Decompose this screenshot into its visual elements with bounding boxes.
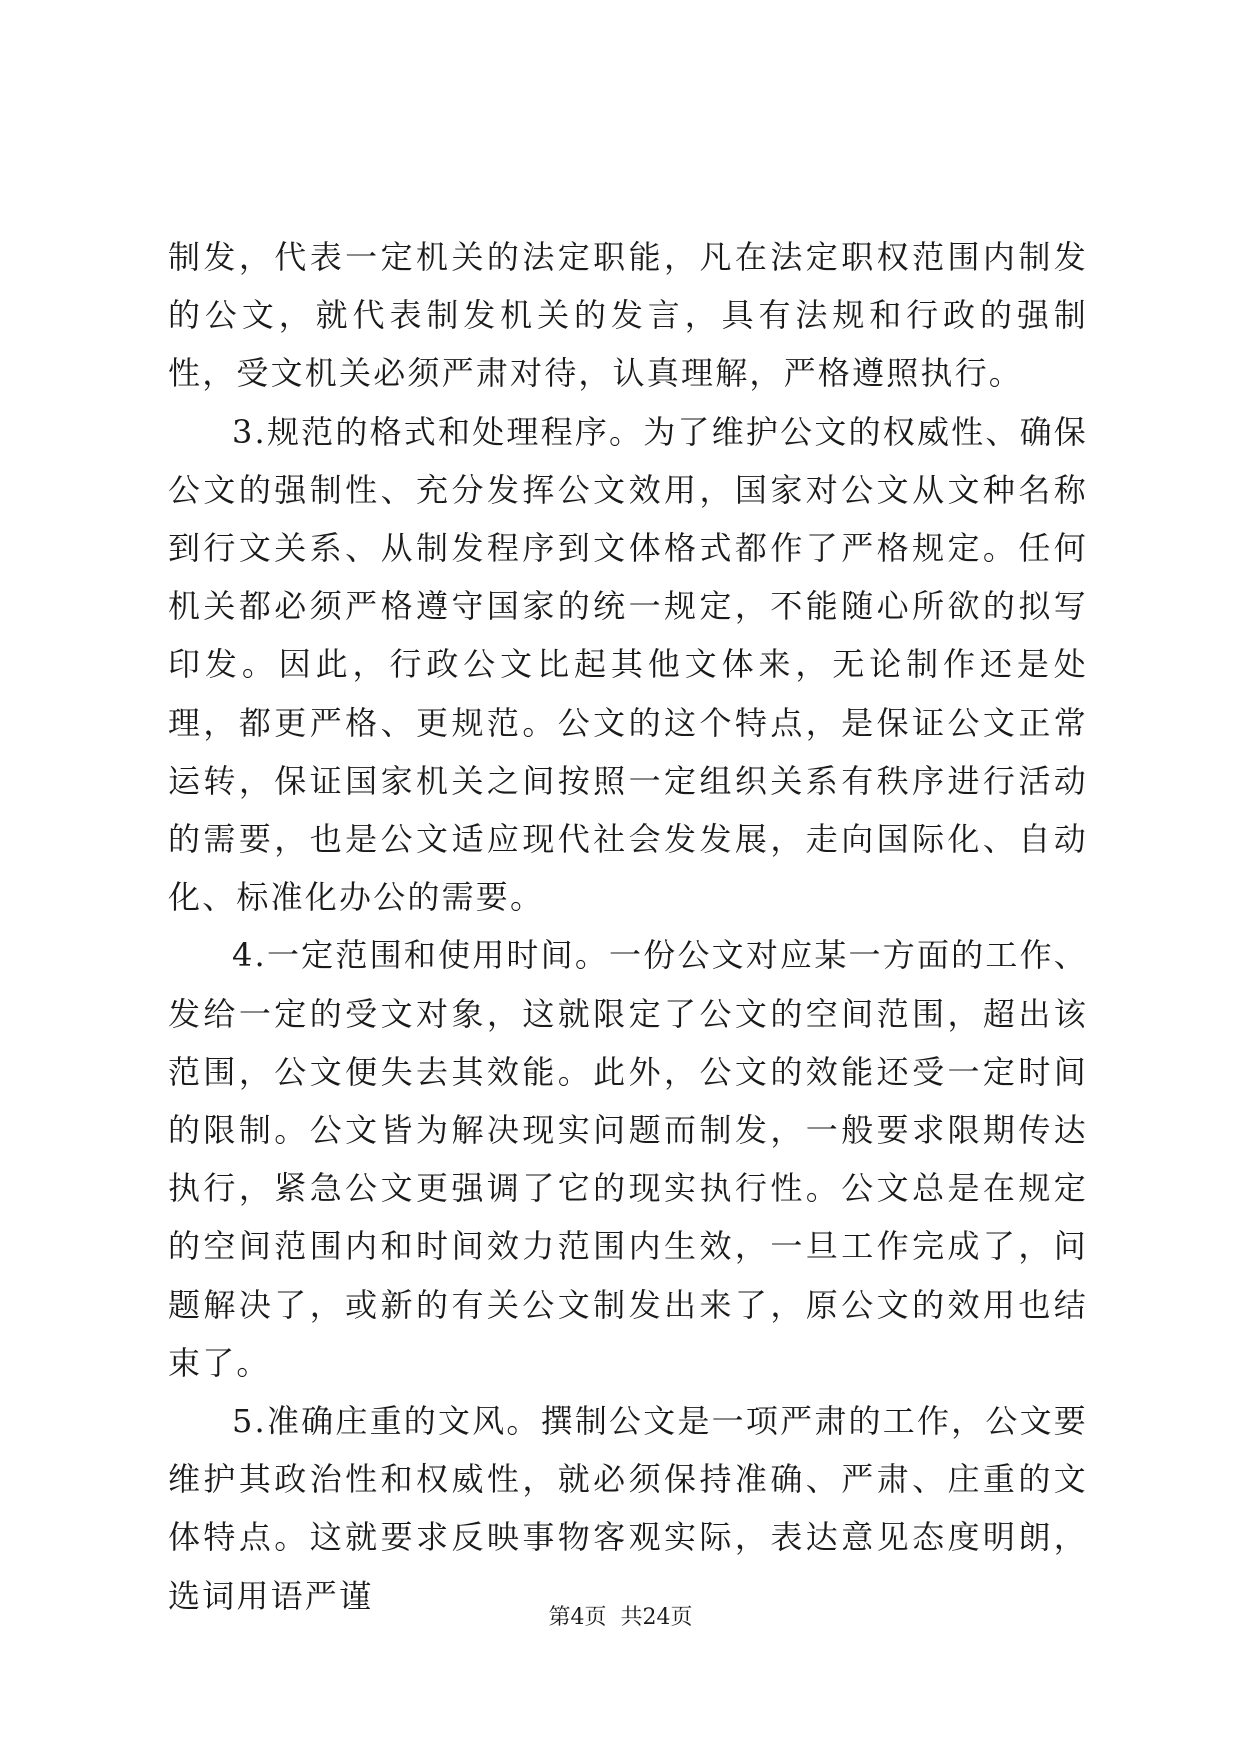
document-body (168, 228, 1088, 1625)
page-number-label: 第4页 共24页 (548, 1605, 693, 1630)
paragraph-1: 制发，代表一定机关的法定职能，凡在法定职权范围内制发的公文，就代表制发机关的发言，具有法规和行政的强制性，受文机关必须严肃对待，认真理解，严格遵照执行。 (168, 238, 1088, 393)
paragraph-3: 4.一定范围和使用时间。一份公文对应某一方面的工作、发给一定的受文对象，这就限定了公文的空间范围，超出该范围，公文便失去其效能。此外，公文的效能还受一定时间的限制。公文皆为解决现实问题而制发，一般要求限期传达执行，紧急公文更强调了它的现实执行性。公文总是在规定的空间范围内和时间效力范围内生效，一旦工作完成了，问题解决了，或新的有关公文制发出来了，原公文的效用也结束了。 (168, 936, 1088, 1382)
page-footer (0, 1603, 1241, 1633)
paragraph-4: 5.准确庄重的文风。撰制公文是一项严肃的工作，公文要维护其政治性和权威性，就必须保持准确、严肃、庄重的文体特点。这就要求反映事物客观实际，表达意见态度明朗，选词用语严谨 (168, 1402, 1088, 1615)
paragraph-2: 3.规范的格式和处理程序。为了维护公文的权威性、确保公文的强制性、充分发挥公文效用，国家对公文从文种名称到行文关系、从制发程序到文体格式都作了严格规定。任何机关都必须严格遵守国家的统一规定，不能随心所欲的拟写印发。因此，行政公文比起其他文体来，无论制作还是处理，都更严格、更规范。公文的这个特点，是保证公文正常运转，保证国家机关之间按照一定组织关系有秩序进行活动的需要，也是公文适应现代社会发发展，走向国际化、自动化、标准化办公的需要。 (168, 412, 1088, 917)
